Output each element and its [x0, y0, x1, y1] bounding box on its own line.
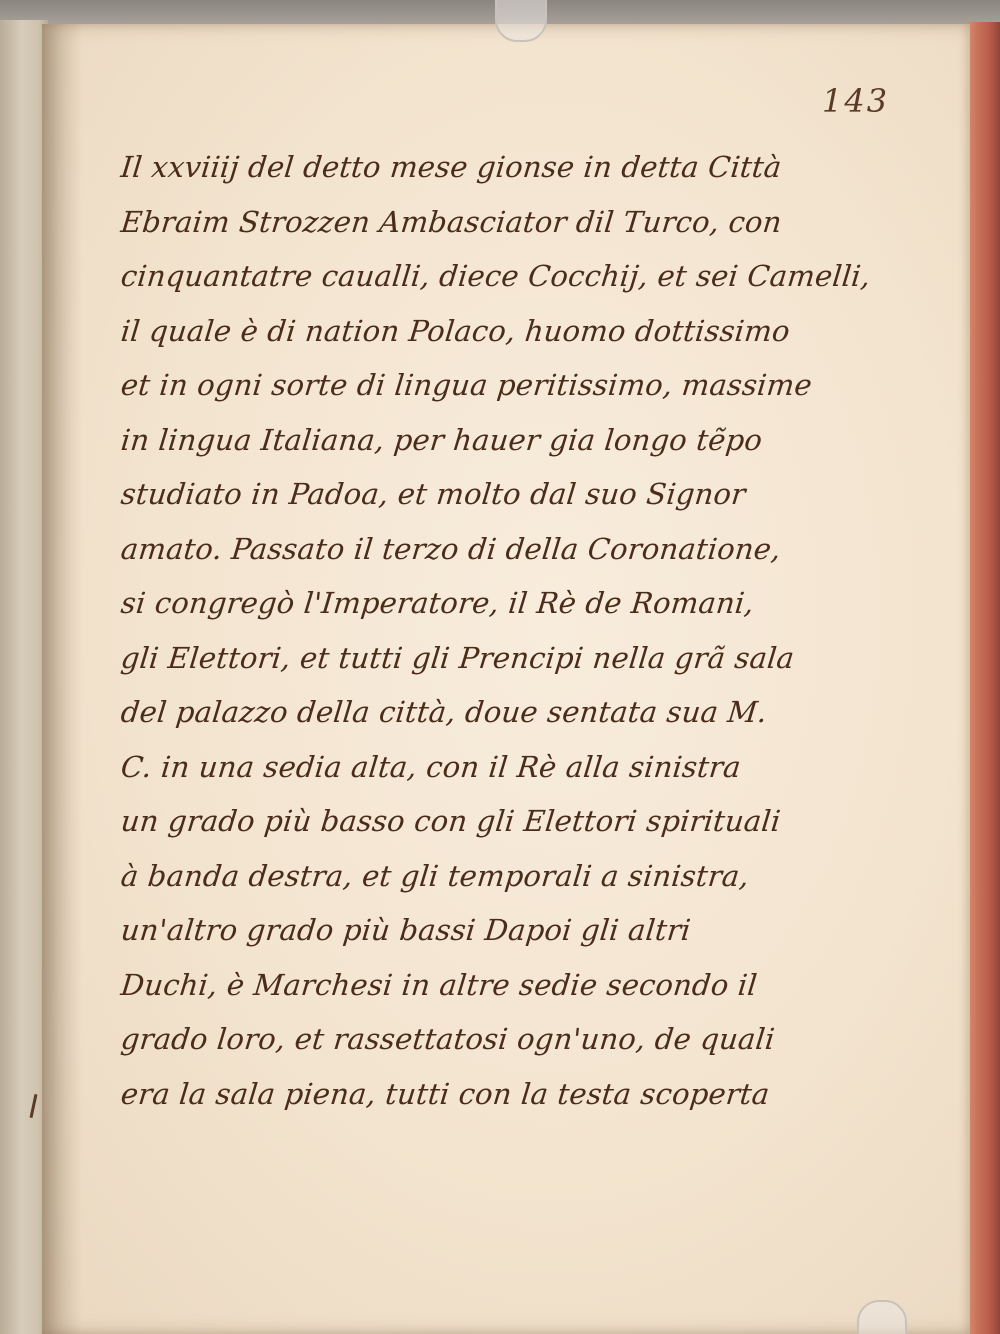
text-line: era la sala piena, tutti con la testa scoperta: [119, 1076, 772, 1111]
text-line: un'altro grado più bassi Dapoi gli altri: [119, 913, 693, 947]
text-line: Ebraim Strozzen Ambasciator dil Turco, con: [119, 204, 784, 239]
text-line: à banda destra, et gli temporali a sinistra,: [119, 858, 751, 893]
top-page-clip: [495, 0, 547, 42]
text-line: amato. Passato il terzo di della Coronatione,: [119, 531, 783, 566]
text-line: il quale è di nation Polaco, huomo dottissimo: [119, 313, 792, 348]
text-line: si congregò l'Imperatore, il Rè de Romani,: [119, 586, 756, 620]
gutter-shadow: [42, 24, 82, 1334]
text-line: in lingua Italiana, per hauer gia longo tẽpo: [119, 422, 764, 457]
text-line: studiato in Padoa, et molto dal suo Signor: [119, 477, 748, 511]
text-line: C. in una sedia alta, con il Rè alla sinistra: [119, 749, 743, 784]
text-line: Duchi, è Marchesi in altre sedie secondo il: [119, 967, 759, 1002]
text-line: grado loro, et rassettatosi ogn'uno, de quali: [119, 1022, 777, 1056]
text-line: Il xxviiij del detto mese gionse in detta Città: [119, 150, 784, 184]
text-line: gli Elettori, et tutti gli Prencipi nella grã sala: [119, 640, 797, 675]
text-line: del palazzo della città, doue sentata sua M.: [119, 695, 769, 729]
red-page-edges: [966, 22, 1000, 1334]
facing-page-edge: [0, 20, 48, 1334]
text-line: et in ogni sorte di lingua peritissimo, massime: [119, 368, 814, 402]
folio-number: 143: [822, 82, 890, 120]
text-line: un grado più basso con gli Elettori spirituali: [119, 804, 783, 838]
handwritten-text: [119, 150, 873, 1131]
text-line: cinquantatre caualli, diece Cocchij, et sei Camelli,: [119, 259, 873, 293]
bottom-page-clip: [857, 1300, 907, 1334]
